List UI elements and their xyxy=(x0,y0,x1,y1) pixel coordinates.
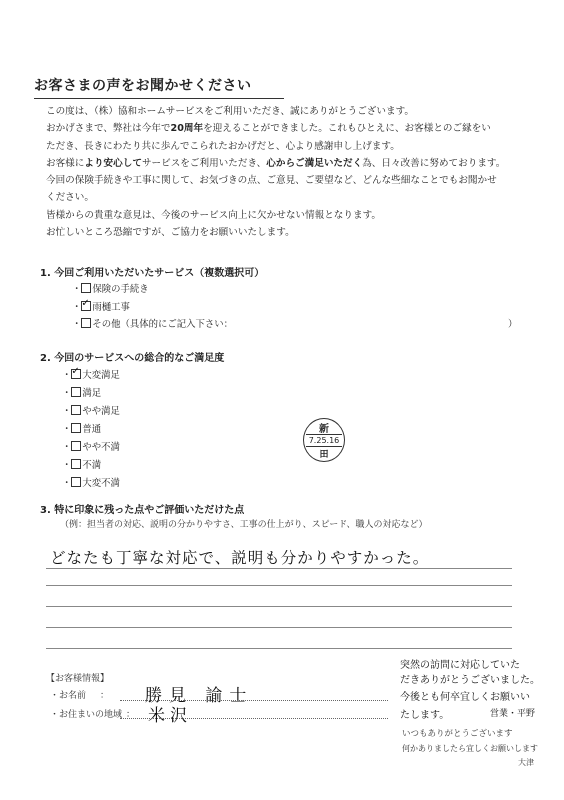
q2-option-neutral[interactable]: ・ 普通 xyxy=(62,424,102,435)
area-underline xyxy=(120,718,388,719)
checkbox[interactable] xyxy=(71,405,81,415)
intro-line: ください。 xyxy=(46,192,94,204)
q2-option-somewhat-dissatisfied[interactable]: ・ やや不満 xyxy=(62,442,120,453)
checkbox[interactable] xyxy=(71,441,81,451)
checkbox[interactable] xyxy=(71,387,81,397)
q2-option-very-satisfied[interactable]: ・✓ 大変満足 xyxy=(62,367,120,381)
checkbox[interactable] xyxy=(71,477,81,487)
q2-option-dissatisfied[interactable]: ・ 不満 xyxy=(62,460,102,471)
answer-line xyxy=(46,606,512,607)
q1-option-gutter[interactable]: ・✓ 雨樋工事 xyxy=(72,299,130,313)
stamp-date: 7.25.16 xyxy=(306,434,342,447)
answer-line xyxy=(46,585,512,586)
question-1-label: 1. 今回ご利用いただいたサービス（複数選択可） xyxy=(40,268,265,279)
answer-line xyxy=(46,568,512,569)
customer-area-value[interactable]: 米沢 xyxy=(148,706,192,726)
question-2-label: 2. 今回のサービスへの総合的なご満足度 xyxy=(40,353,225,364)
customer-name-value[interactable]: 勝見 諭士 xyxy=(145,686,254,706)
staff-reply-line: 何かありましたら宜しくお願いします xyxy=(402,744,538,753)
staff-reply-line: たします。 xyxy=(400,710,450,721)
q2-option-very-dissatisfied[interactable]: ・ 大変不満 xyxy=(62,478,120,489)
intro-line: この度は、（株）協和ホームサービスをご利用いただき、誠にありがとうございます。 xyxy=(46,106,415,117)
q1-other-close-paren: ） xyxy=(508,319,518,330)
intro-line: 今回の保険手続きや工事に関して、お気づきの点、ご意見、ご要望など、どんな些細なことでもお聞かせ xyxy=(46,175,497,187)
question-3-note: （例：担当者の対応、説明の分かりやすさ、工事の仕上がり、スピード、職人の対応など） xyxy=(60,520,428,530)
answer-line xyxy=(46,648,512,649)
stamp-bottom: 田 xyxy=(319,450,329,460)
staff-reply-line: いつもありがとうございます xyxy=(402,729,513,739)
staff-reply-line: 突然の訪問に対応していた xyxy=(400,660,520,671)
staff-reply-line: だきありがとうございました。 xyxy=(400,675,540,686)
name-label: ・お名前 ： xyxy=(50,691,110,701)
answer-line xyxy=(46,627,512,628)
checkbox[interactable] xyxy=(71,459,81,469)
staff-signature: 営業・平野 xyxy=(490,709,536,719)
customer-info-header: 【お客様情報】 xyxy=(46,674,110,684)
q2-option-satisfied[interactable]: ・ 満足 xyxy=(62,388,102,399)
q2-option-somewhat-satisfied[interactable]: ・ やや満足 xyxy=(62,406,120,417)
checkbox-checked[interactable] xyxy=(71,369,81,379)
checkbox-checked[interactable] xyxy=(81,301,91,311)
checkbox[interactable] xyxy=(71,423,81,433)
intro-line: おかげさまで、弊社は今年で20周年を迎えることができました。これもひとえに、お客様とのご縁をい xyxy=(46,123,491,135)
anniversary-emphasis: 20周年 xyxy=(170,123,204,135)
intro-line: お客様により安心してサービスをご利用いただき、心からご満足いただく為、日々改善に努めております。 xyxy=(46,157,506,169)
intro-line: 皆様からの貴重な意見は、今後のサービス向上に欠かせない情報となります。 xyxy=(46,209,382,221)
q1-option-insurance[interactable]: ・ 保険の手続き xyxy=(72,284,149,295)
intro-text xyxy=(46,103,536,241)
question-3-label: 3. 特に印象に残った点やご評価いただけた点 xyxy=(40,505,245,516)
checkbox[interactable] xyxy=(81,318,91,328)
checkbox[interactable] xyxy=(81,283,91,293)
area-label: ・お住まいの地域 ： xyxy=(50,710,136,720)
staff-reply-line: 今後とも何卒宜しくお願いい xyxy=(400,692,530,703)
page-title: お客さまの声をお聞かせください xyxy=(34,76,284,99)
intro-line: お忙しいところ恐縮ですが、ご協力をお願いいたします。 xyxy=(46,227,295,239)
date-stamp xyxy=(303,418,345,462)
staff-signature: 大津 xyxy=(518,758,534,767)
handwritten-answer[interactable]: どなたも丁寧な対応で、説明も分かりやすかった。 xyxy=(50,549,430,567)
intro-line: ただき、長きにわたり共に歩んでこられたおかげだと、心より感謝申し上げます。 xyxy=(46,140,400,152)
stamp-top: 新 xyxy=(319,424,329,435)
q1-option-other[interactable]: ・ その他（具体的にご記入下さい： xyxy=(72,319,234,330)
